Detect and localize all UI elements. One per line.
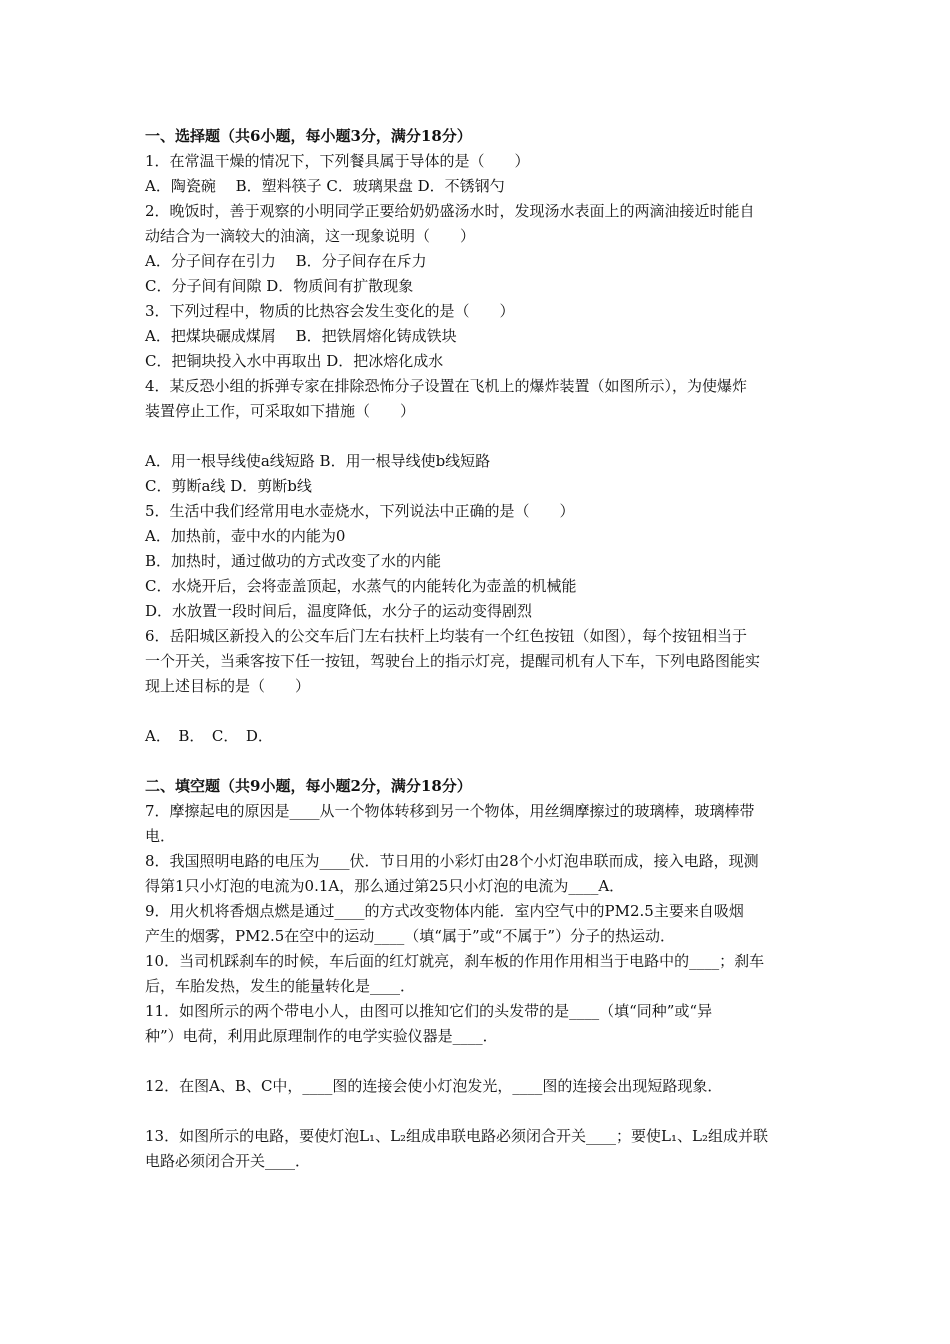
question-4-stem-line2: 装置停止工作，可采取如下措施（ ） bbox=[145, 402, 416, 420]
question-2-stem-line2: 动结合为一滴较大的油滴，这一现象说明（ ） bbox=[145, 227, 476, 245]
question-4-stem-line1: 4．某反恐小组的拆弹专家在排除恐怖分子设置在飞机上的爆炸装置（如图所示），为使爆炸 bbox=[145, 377, 748, 395]
question-9-line1: 9．用火机将香烟点燃是通过____的方式改变物体内能．室内空气中的PM2.5主要来自吸烟 bbox=[145, 902, 744, 920]
question-10-line2: 后，车胎发热，发生的能量转化是____． bbox=[145, 977, 416, 995]
question-7-line1: 7．摩擦起电的原因是____从一个物体转移到另一个物体，用丝绸摩擦过的玻璃棒，玻璃棒带 bbox=[145, 802, 755, 820]
section-gap bbox=[145, 749, 815, 774]
question-5-option-c: C．水烧开后，会将壶盖顶起，水蒸气的内能转化为壶盖的机械能 bbox=[145, 577, 577, 595]
question-6-stem-line2: 一个开关，当乘客按下任一按钮，驾驶台上的指示灯亮，提醒司机有人下车，下列电路图能实 bbox=[145, 652, 761, 670]
question-12: 12．在图A、B、C中，____图的连接会使小灯泡发光，____图的连接会出现短路现象． bbox=[145, 1077, 723, 1095]
question-1-options: A．陶瓷碗 B．塑料筷子 C．玻璃果盘 D．不锈钢勺 bbox=[145, 177, 505, 195]
question-2-options-line2: C．分子间有间隙 D．物质间有扩散现象 bbox=[145, 277, 414, 295]
question-5-stem: 5．生活中我们经常用电水壶烧水，下列说法中正确的是（ ） bbox=[145, 502, 575, 520]
question-5-option-b: B．加热时，通过做功的方式改变了水的内能 bbox=[145, 552, 442, 570]
question-8-line2: 得第1只小灯泡的电流为0.1A，那么通过第25只小灯泡的电流为____A． bbox=[145, 877, 625, 895]
question-3-options-line2: C．把铜块投入水中再取出 D．把冰熔化成水 bbox=[145, 352, 444, 370]
question-13-line2: 电路必须闭合开关____． bbox=[145, 1152, 311, 1170]
question-11-figure-space bbox=[145, 1049, 815, 1074]
exam-document bbox=[145, 124, 815, 1174]
section-title-choice: 一、选择题（共6小题，每小题3分，满分18分） bbox=[145, 127, 472, 145]
question-10-line1: 10．当司机踩刹车的时候，车后面的红灯就亮，刹车板的作用作用相当于电路中的____；刹车 bbox=[145, 952, 765, 970]
question-6-stem-line1: 6．岳阳城区新投入的公交车后门左右扶杆上均装有一个红色按钮（如图），每个按钮相当于 bbox=[145, 627, 748, 645]
question-5-option-a: A．加热前，壶中水的内能为0 bbox=[145, 527, 346, 545]
question-4-figure-space bbox=[145, 424, 815, 449]
question-5-option-d: D．水放置一段时间后，温度降低，水分子的运动变得剧烈 bbox=[145, 602, 533, 620]
question-4-options-line1: A．用一根导线使a线短路 B．用一根导线使b线短路 bbox=[145, 452, 491, 470]
question-11-line1: 11．如图所示的两个带电小人，由图可以推知它们的头发带的是____（填“同种”或“异 bbox=[145, 1002, 713, 1020]
question-8-line1: 8．我国照明电路的电压为____伏．节日用的小彩灯由28个小灯泡串联而成，接入电路，现测 bbox=[145, 852, 759, 870]
question-7-line2: 电． bbox=[145, 827, 176, 845]
question-6-options: A． B． C． D． bbox=[145, 727, 273, 745]
question-12-figure-space bbox=[145, 1099, 815, 1124]
question-3-options-line1: A．把煤块碾成煤屑 B．把铁屑熔化铸成铁块 bbox=[145, 327, 457, 345]
question-13-line1: 13．如图所示的电路，要使灯泡L₁、L₂组成串联电路必须闭合开关____；要使L₁、L₂组成并联 bbox=[145, 1127, 768, 1145]
question-9-line2: 产生的烟雾，PM2.5在空中的运动____（填“属于”或“不属于”）分子的热运动． bbox=[145, 927, 675, 945]
section-title-fill-blank: 二、填空题（共9小题，每小题2分，满分18分） bbox=[145, 777, 472, 795]
question-1-stem: 1．在常温干燥的情况下，下列餐具属于导体的是（ ） bbox=[145, 152, 530, 170]
question-11-line2: 种”）电荷，利用此原理制作的电学实验仪器是____． bbox=[145, 1027, 498, 1045]
question-3-stem: 3．下列过程中，物质的比热容会发生变化的是（ ） bbox=[145, 302, 515, 320]
question-2-options-line1: A．分子间存在引力 B．分子间存在斥力 bbox=[145, 252, 427, 270]
question-4-options-line2: C．剪断a线 D．剪断b线 bbox=[145, 477, 312, 495]
question-2-stem-line1: 2．晚饭时，善于观察的小明同学正要给奶奶盛汤水时，发现汤水表面上的两滴油接近时能自 bbox=[145, 202, 755, 220]
question-6-figure-space bbox=[145, 699, 815, 724]
question-6-stem-line3: 现上述目标的是（ ） bbox=[145, 677, 311, 695]
